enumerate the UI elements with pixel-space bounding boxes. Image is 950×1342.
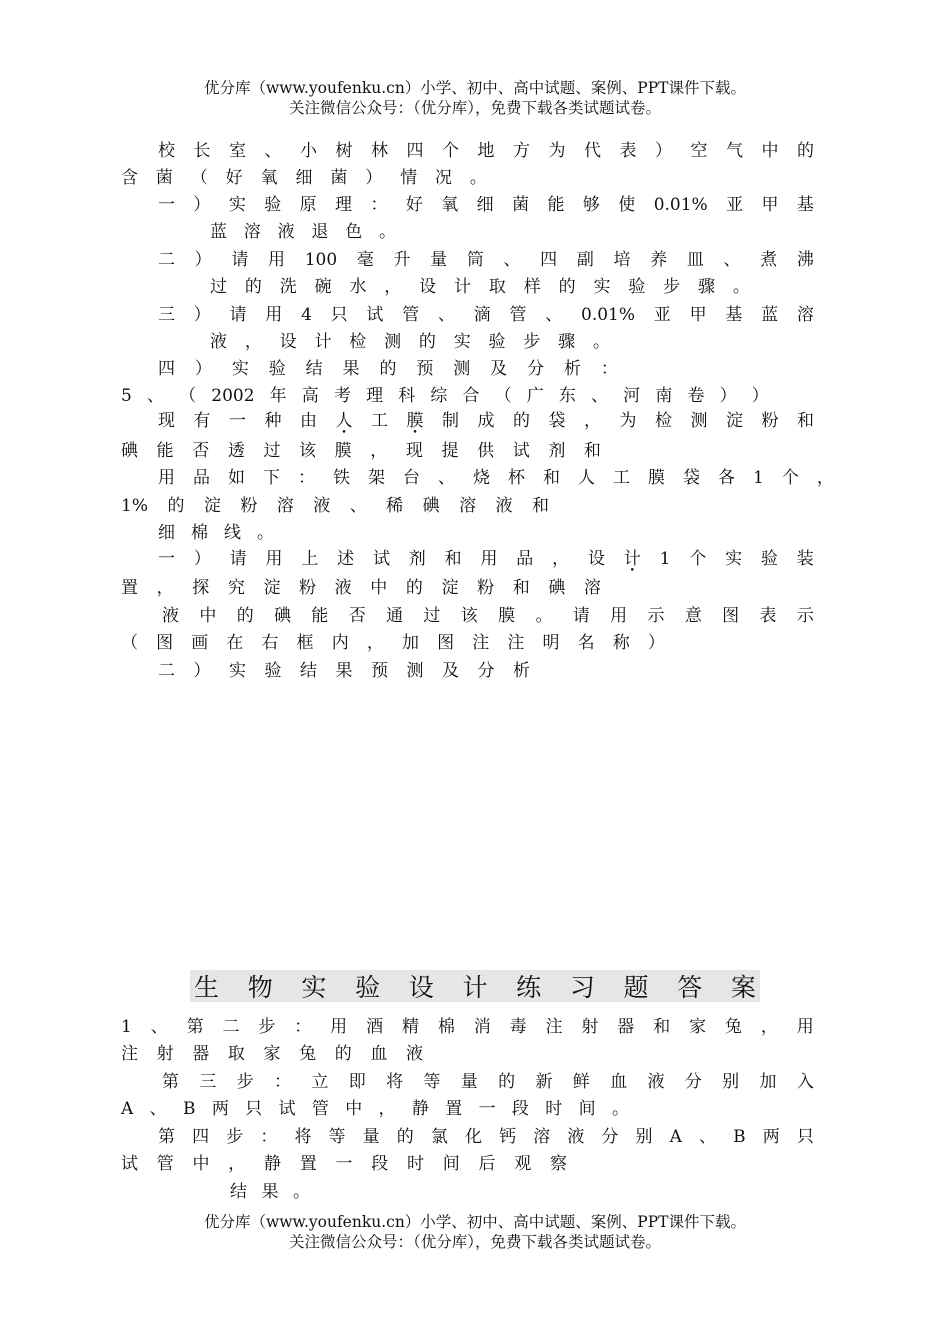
text-line: 置 ， 探 究 淀 粉 液 中 的 淀 粉 和 碘 溶 [121, 578, 601, 598]
footer-line-2: 关注微信公众号：（优分库），免费下载各类试题试卷。 [288, 1233, 661, 1251]
text-line: 液 ， 设 计 检 测 的 实 验 步 骤 。 [210, 332, 610, 352]
text-line: 二 ） 实 验 结 果 预 测 及 分 析 [158, 661, 530, 681]
text-line: 结 果 。 [230, 1182, 310, 1202]
text-line: 现 有 一 种 由 人 • 工 膜 • 制 成 的 袋 ， 为 检 测 淀 粉 和 [158, 410, 814, 432]
text-line: 校 长 室 、 小 树 林 四 个 地 方 为 代 表 ） 空 气 中 的 [158, 141, 814, 161]
header-line-1: 优分库（www.youfenku.cn）小学、初中、高中试题、案例、PPT课件下载。 [203, 79, 747, 97]
text-line: 蓝 溶 液 退 色 。 [210, 222, 396, 242]
text-line: 液 中 的 碘 能 否 通 过 该 膜 。 请 用 示 意 图 表 示 [162, 606, 814, 626]
text-line: 二 ） 请 用 100 毫 升 量 筒 、 四 副 培 养 皿 、 煮 沸 [158, 250, 814, 270]
text-line: 1 、 第 二 步 ： 用 酒 精 棉 消 毒 注 射 器 和 家 兔 ， 用 [121, 1017, 814, 1037]
text-line: 1% 的 淀 粉 溶 液 、 稀 碘 溶 液 和 [121, 496, 549, 516]
footer-line-1: 优分库（www.youfenku.cn）小学、初中、高中试题、案例、PPT课件下载。 [203, 1213, 747, 1231]
answer-title: 生 物 实 验 设 计 练 习 题 答 案 [190, 970, 760, 1002]
text-line: 细 棉 线 。 [158, 523, 274, 543]
text-line: A 、 B 两 只 试 管 中 ， 静 置 一 段 时 间 。 [121, 1099, 629, 1119]
text-line: 第 三 步 ： 立 即 将 等 量 的 新 鲜 血 液 分 别 加 入 [162, 1072, 814, 1092]
text-line: 碘 能 否 透 过 该 膜 ， 现 提 供 试 剂 和 [121, 441, 601, 461]
text-line: 过 的 洗 碗 水 ， 设 计 取 样 的 实 验 步 骤 。 [210, 277, 750, 297]
text-line: 试 管 中 ， 静 置 一 段 时 间 后 观 察 [121, 1154, 567, 1174]
text-line: 三 ） 请 用 4 只 试 管 、 滴 管 、 0.01% 亚 甲 基 蓝 溶 [158, 305, 814, 325]
page-footer [0, 1212, 950, 1252]
text-line: 第 四 步 ： 将 等 量 的 氯 化 钙 溶 液 分 别 A 、 B 两 只 [158, 1127, 814, 1147]
text-line: 用 品 如 下 ： 铁 架 台 、 烧 杯 和 人 工 膜 袋 各 1 个 ， [158, 468, 834, 488]
page-header [0, 78, 950, 118]
text-line: 一 ） 实 验 原 理 ： 好 氧 细 菌 能 够 使 0.01% 亚 甲 基 [158, 195, 814, 215]
text-line: 一 ） 请 用 上 述 试 剂 和 用 品 ， 设 计 • 1 个 实 验 装 [158, 548, 814, 570]
header-line-2: 关注微信公众号：（优分库），免费下载各类试题试卷。 [288, 99, 661, 117]
text-line: （ 图 画 在 右 框 内 ， 加 图 注 注 明 名 称 ） [121, 633, 665, 653]
text-line: 四 ） 实 验 结 果 的 预 测 及 分 析 ： [158, 359, 618, 379]
text-line: 注 射 器 取 家 兔 的 血 液 [121, 1044, 423, 1064]
text-line: 含 菌 （ 好 氧 细 菌 ） 情 况 。 [121, 168, 487, 188]
text-line: 5 、 （ 2002 年 高 考 理 科 综 合 （ 广 东 、 河 南 卷 ） ） [121, 386, 769, 406]
